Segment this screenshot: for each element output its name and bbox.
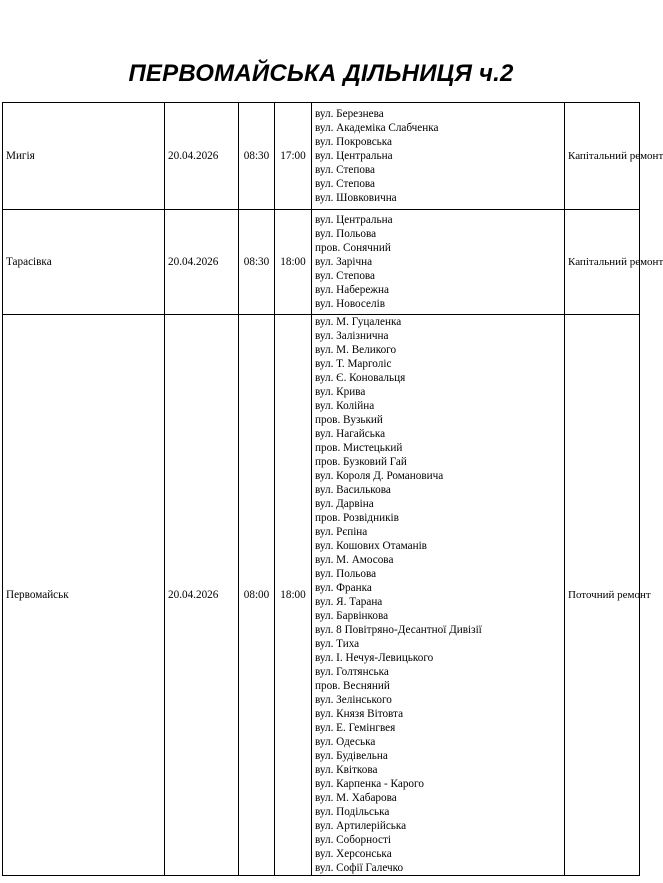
street-item: вул. Кошових Отаманів: [315, 540, 427, 552]
street-item: вул. Князя Вітовта: [315, 708, 404, 720]
street-item: вул. Новоселів: [315, 298, 385, 310]
settlement-cell: Первомайськ: [3, 315, 165, 876]
street-item: вул. Одеська: [315, 736, 376, 748]
street-item: вул. Є. Коновальця: [315, 372, 406, 384]
date-cell: 20.04.2026: [165, 210, 239, 315]
street-item: вул. Крива: [315, 386, 366, 398]
street-item: вул. Франка: [315, 582, 372, 594]
street-item: вул. Голтянська: [315, 666, 389, 678]
work-type-cell: Капітальний ремонт: [565, 103, 640, 210]
street-item: вул. Польова: [315, 568, 377, 580]
settlement-cell: Мигія: [3, 103, 165, 210]
page-title: ПЕРВОМАЙСЬКА ДІЛЬНИЦЯ ч.2: [128, 60, 514, 87]
start-time-cell: 08:30: [239, 103, 275, 210]
date-cell: 20.04.2026: [165, 103, 239, 210]
street-item: вул. Софії Галечко: [315, 862, 404, 874]
street-item: вул. Соборності: [315, 834, 391, 846]
street-item: вул. Тиха: [315, 638, 360, 650]
street-item: вул. Рєпіна: [315, 526, 368, 538]
street-item: вул. Зарічна: [315, 256, 373, 268]
street-item: вул. Степова: [315, 164, 376, 176]
work-type-cell: Капітальний ремонт: [565, 210, 640, 315]
end-time-cell: 18:00: [275, 210, 312, 315]
addresses-cell: [312, 315, 565, 876]
street-item: вул. Набережна: [315, 284, 389, 296]
street-item: вул. Подільська: [315, 806, 390, 818]
street-item: вул. Зелінського: [315, 694, 392, 706]
street-item: пров. Вузький: [315, 414, 383, 426]
street-item: вул. Шовковична: [315, 192, 397, 204]
street-item: вул. М. Хабарова: [315, 792, 397, 804]
street-item: вул. Степова: [315, 178, 376, 190]
street-item: вул. Центральна: [315, 214, 393, 226]
street-item: вул. М. Великого: [315, 344, 397, 356]
street-item: вул. Карпенка - Карого: [315, 778, 424, 790]
street-item: вул. Е. Гемінгвея: [315, 722, 396, 734]
street-item: пров. Весняний: [315, 680, 390, 692]
end-time-cell: 17:00: [275, 103, 312, 210]
table-row: [3, 315, 640, 876]
addresses-cell: [312, 210, 565, 315]
street-item: пров. Мистецький: [315, 442, 403, 454]
street-item: вул. Барвінкова: [315, 610, 389, 622]
table-row: [3, 210, 640, 315]
street-item: вул. 8 Повітряно-Десантної Дивізії: [315, 624, 482, 636]
start-time-cell: 08:00: [239, 315, 275, 876]
date-cell: 20.04.2026: [165, 315, 239, 876]
street-item: пров. Розвідників: [315, 512, 399, 524]
street-item: вул. Артилерійська: [315, 820, 407, 832]
street-item: вул. Дарвіна: [315, 498, 374, 510]
street-item: вул. Центральна: [315, 150, 393, 162]
settlement-cell: Тарасівка: [3, 210, 165, 315]
street-item: вул. Колійна: [315, 400, 375, 412]
table-row: [3, 103, 640, 210]
street-item: вул. Василькова: [315, 484, 391, 496]
street-item: вул. Нагайська: [315, 428, 386, 440]
street-item: пров. Бузковий Гай: [315, 456, 407, 468]
outage-schedule-table: [2, 102, 663, 876]
work-type-cell: Поточний ремонт: [565, 315, 640, 876]
street-item: вул. Польова: [315, 228, 377, 240]
street-item: вул. Степова: [315, 270, 376, 282]
street-item: вул. Залізнична: [315, 330, 389, 342]
street-item: вул. Херсонська: [315, 848, 392, 860]
street-item: вул. І. Нечуя-Левицького: [315, 652, 434, 664]
street-item: вул. Будівельна: [315, 750, 388, 762]
street-item: пров. Сонячний: [315, 242, 391, 254]
start-time-cell: 08:30: [239, 210, 275, 315]
addresses-cell: [312, 103, 565, 210]
street-item: вул. Академіка Слабченка: [315, 122, 439, 134]
end-time-cell: 18:00: [275, 315, 312, 876]
street-item: вул. М. Амосова: [315, 554, 394, 566]
street-item: вул. Т. Марголіс: [315, 358, 392, 370]
street-item: вул. Я. Тарана: [315, 596, 383, 608]
street-item: вул. Березнева: [315, 108, 384, 120]
street-item: вул. М. Гуцаленка: [315, 316, 402, 328]
street-item: вул. Короля Д. Романовича: [315, 470, 444, 482]
street-item: вул. Покровська: [315, 136, 392, 148]
street-item: вул. Квіткова: [315, 764, 378, 776]
